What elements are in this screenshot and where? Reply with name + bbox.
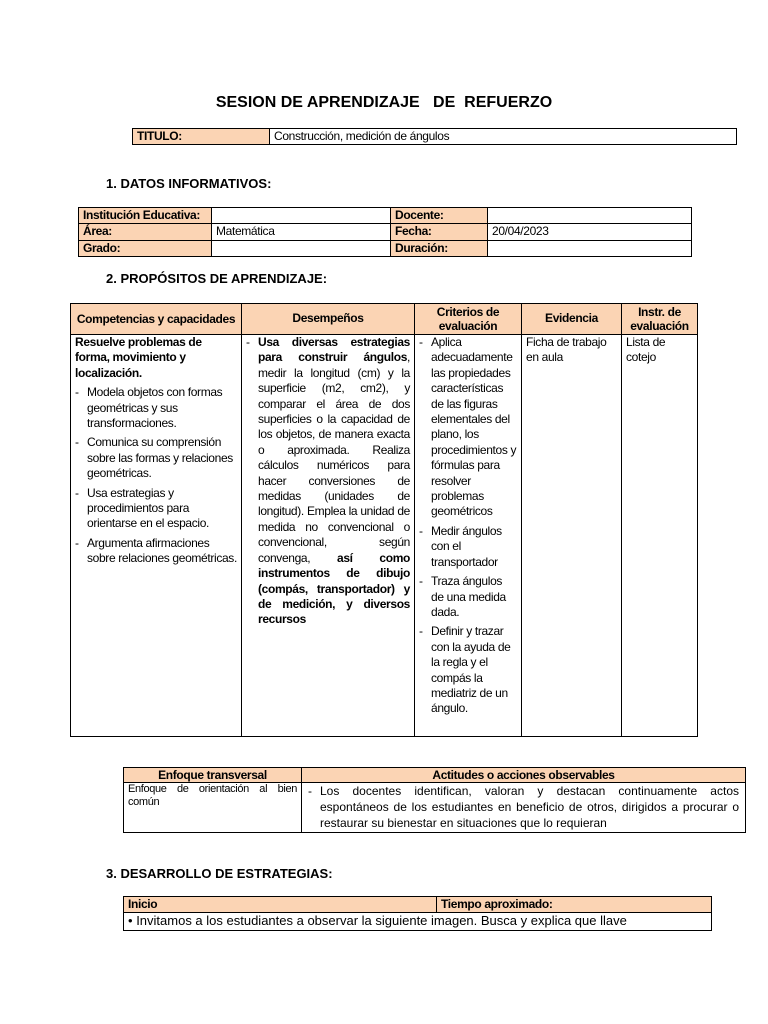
desempenos-cell xyxy=(242,335,415,737)
competencias-cell xyxy=(71,335,242,737)
criterios-list xyxy=(419,335,517,717)
header-criterios: Criterios de evaluación xyxy=(415,304,522,335)
header-competencias: Competencias y capacidades xyxy=(71,304,242,335)
criterio-item: - Definir y trazar con la ayuda de la regla y el compás la mediatriz de un ángulo. xyxy=(419,624,517,716)
institucion-label: Institución Educativa: xyxy=(79,208,212,224)
criterio-item: - Medir ángulos con el transportador xyxy=(419,524,517,570)
area-label: Área: xyxy=(79,224,212,240)
enfoque-table xyxy=(123,767,746,833)
inicio-label: Inicio xyxy=(124,897,437,913)
header-evidencia: Evidencia xyxy=(522,304,622,335)
tiempo-label: Tiempo aproximado: xyxy=(437,897,712,913)
header-actitudes: Actitudes o acciones observables xyxy=(302,768,746,783)
criterio-item: - Traza ángulos de una medida dada. xyxy=(419,574,517,620)
evidencia-cell: Ficha de trabajo en aula xyxy=(522,335,622,737)
fecha-label: Fecha: xyxy=(391,224,488,240)
section-datos-informativos: 1. DATOS INFORMATIVOS: xyxy=(106,176,272,191)
enfoque-value: Enfoque de orientación al bien común xyxy=(124,783,302,833)
instrumento-cell: Lista de cotejo xyxy=(622,335,698,737)
criterio-item: - Aplica adecuadamente las propiedades características de las figuras elementales del plano, los procedimientos y fórmulas para resolver problemas geométricos xyxy=(419,335,517,520)
desempeno-bold-1: Usa diversas estrategias para construir ángulos xyxy=(258,335,410,365)
actitud-cell: - Los docentes identifican, valoran y destacan continuamente actos espontáneos de los estudiantes en beneficio de otros, dirigidos a procurar o restaurar su bienestar en situaciones que lo requieran xyxy=(302,783,746,833)
duracion-label: Duración: xyxy=(391,240,488,256)
header-desempenos: Desempeños xyxy=(242,304,415,335)
grado-value xyxy=(212,240,391,256)
grado-label: Grado: xyxy=(79,240,212,256)
institucion-value xyxy=(212,208,391,224)
section-propositos: 2. PROPÓSITOS DE APRENDIZAJE: xyxy=(106,271,328,286)
header-instrumento: Instr. de evaluación xyxy=(622,304,698,335)
capacidad-item: - Comunica su comprensión sobre las formas y relaciones geométricas. xyxy=(75,435,237,481)
docente-label: Docente: xyxy=(391,208,488,224)
fecha-value: 20/04/2023 xyxy=(488,224,692,240)
inicio-bullet xyxy=(124,913,712,931)
competencia-title: Resuelve problemas de forma, movimiento y localización. xyxy=(75,335,202,380)
document-title: SESION DE APRENDIZAJE DE REFUERZO xyxy=(215,94,553,111)
area-value: Matemática xyxy=(212,224,391,240)
desarrollo-table xyxy=(123,896,712,931)
datos-table xyxy=(78,207,692,257)
propositos-table xyxy=(70,303,698,737)
desempeno-bold-2: así como instrumentos de dibujo (compás, transportador) y de medición, y diversos recursos xyxy=(258,550,410,627)
actitud-text: Los docentes identifican, valoran y destacan continuamente actos espontáneos de los estudiantes en beneficio de otros, dirigidos a procurar o restaurar su bienestar en situaciones que lo requieran xyxy=(320,784,739,830)
titulo-value: Construcción, medición de ángulos xyxy=(270,129,737,145)
header-enfoque: Enfoque transversal xyxy=(124,768,302,783)
capacidad-item: - Modela objetos con formas geométricas y sus transformaciones. xyxy=(75,385,237,431)
desempeno-body: , medir la longitud (cm) y la superficie (m2, cm2), y comparar el área de dos superficies o la capacidad de los objetos, de manera exacta o aproximada. Realiza cálculos numéricos para hacer conversiones de medidas (unidades de longitud). Emplea la unidad de medida no convencional o convencional, según convenga, xyxy=(258,350,410,565)
capacidad-item: - Usa estrategias y procedimientos para orientarse en el espacio. xyxy=(75,486,237,532)
titulo-label: TITULO: xyxy=(133,129,270,145)
duracion-value xyxy=(488,240,692,256)
criterios-cell xyxy=(415,335,522,737)
section-desarrollo: 3. DESARROLLO DE ESTRATEGIAS: xyxy=(106,866,333,881)
capacidad-item: - Argumenta afirmaciones sobre relaciones geométricas. xyxy=(75,536,237,567)
titulo-table xyxy=(132,128,737,145)
inicio-bullet-text: Invitamos a los estudiantes a observar la siguiente imagen. Busca y explica que llave xyxy=(136,913,627,929)
desempeno-text: - Usa diversas estrategias para construir ángulos, medir la longitud (cm) y la superficie (m2, cm2), y comparar el área de dos superficies o la capacidad de los objetos, de manera exacta o aproximada. Realiza cálculos numéricos para hacer conversiones de medidas (unidades de longitud). Emplea la unidad de medida no convencional o convencional, según convenga, así como instrumentos de dibujo (compás, transportador) y de medición, y diversos recursos xyxy=(246,335,410,627)
bullet-icon: • xyxy=(128,913,133,929)
docente-value xyxy=(488,208,692,224)
capacidades-list xyxy=(75,385,237,566)
